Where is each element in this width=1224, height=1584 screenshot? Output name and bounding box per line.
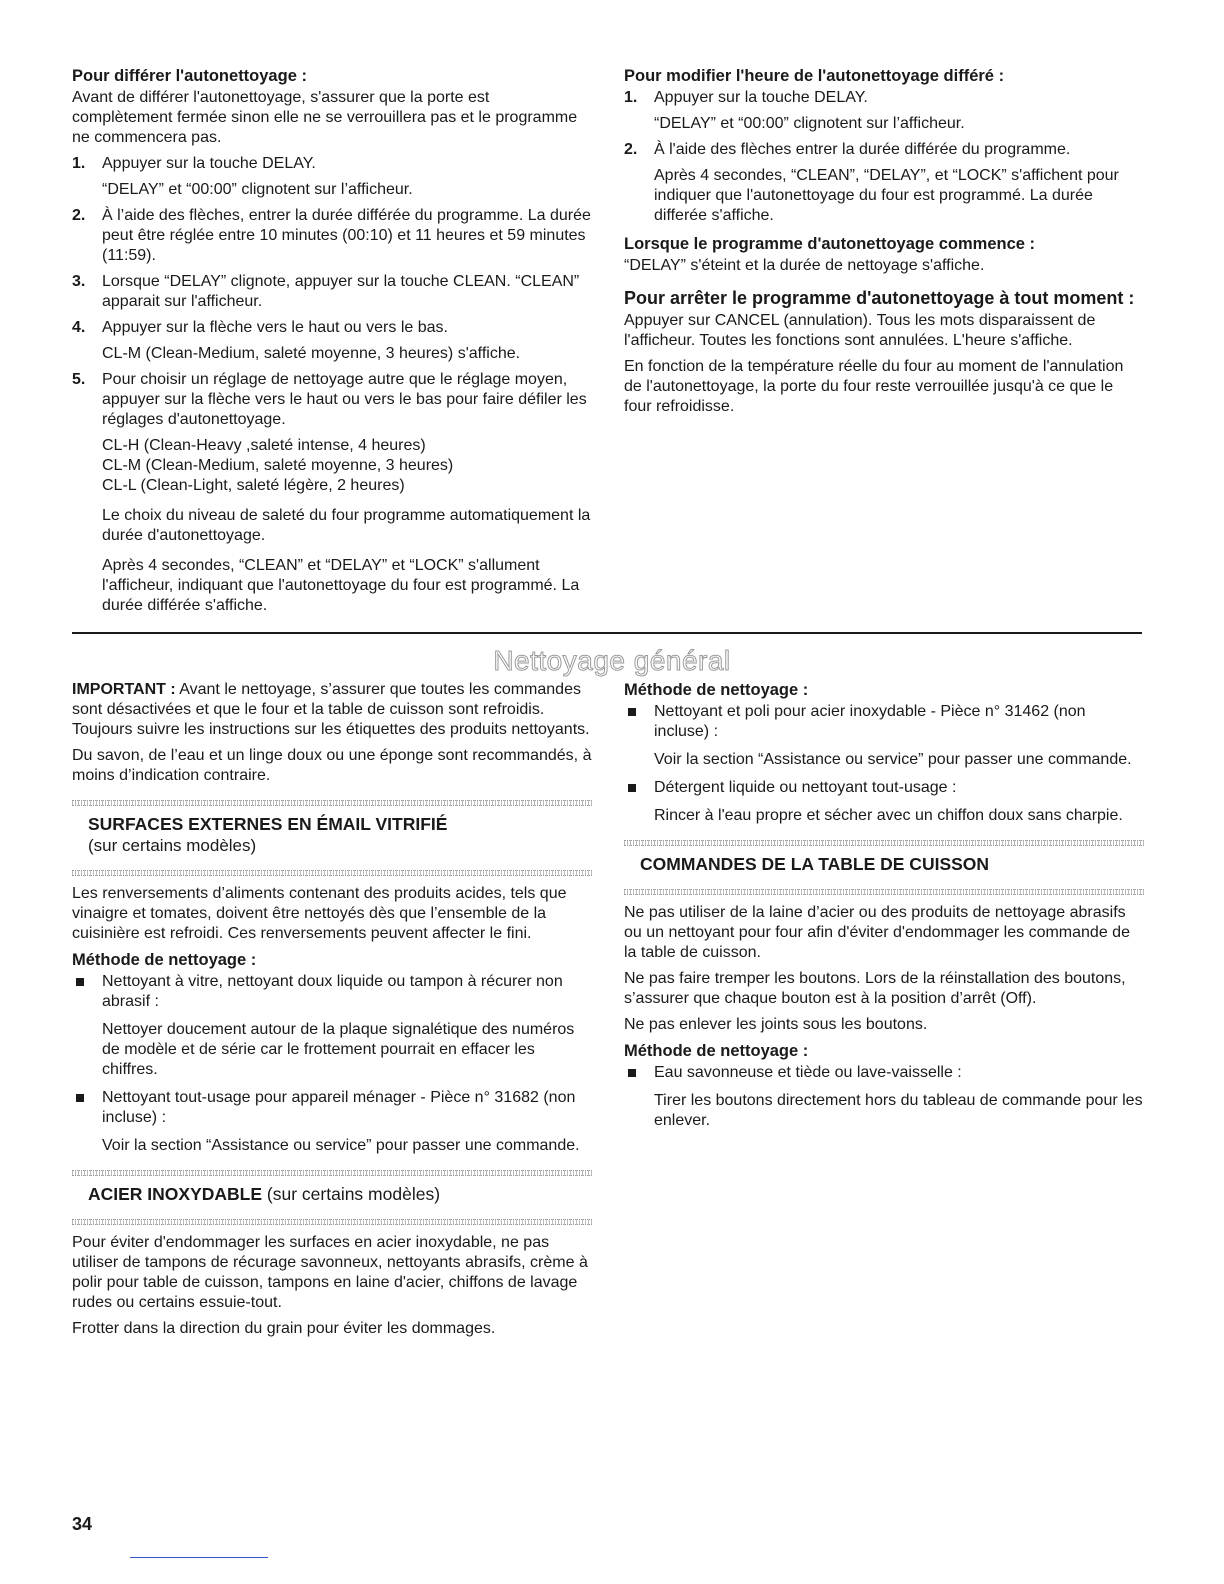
step-note: CL-M (Clean-Medium, saleté moyenne, 3 heures) bbox=[102, 457, 454, 474]
item-text: Nettoyant à vitre, nettoyant doux liquide ou tampon à récurer non abrasif : bbox=[102, 973, 563, 1010]
enamel-title: SURFACES EXTERNES EN ÉMAIL VITRIFIÉ bbox=[88, 814, 448, 834]
step-note: Après 4 secondes, “CLEAN”, “DELAY”, et “LOCK” s'affichent pour indiquer que l'autonettoyage du four est programmé. La durée differée s'affiche. bbox=[654, 167, 1119, 224]
step-text: À l’aide des flèches, entrer la durée différée du programme. La durée peut être réglée entre 10 minutes (00:10) et 11 heures et 59 minutes (11:59). bbox=[102, 207, 591, 264]
item-text: Nettoyant et poli pour acier inoxydable - Pièce n° 31462 (non incluse) : bbox=[654, 703, 1086, 740]
method-title: Méthode de nettoyage : bbox=[624, 681, 809, 699]
step-number: 2. bbox=[72, 207, 86, 224]
enamel-subtitle: (sur certains modèles) bbox=[88, 836, 257, 855]
step-note: CL-L (Clean-Light, saleté légère, 2 heures) bbox=[102, 477, 405, 494]
header-bar bbox=[72, 870, 592, 876]
bullet-icon bbox=[628, 784, 636, 792]
delay-step bbox=[72, 272, 592, 312]
step-number: 2. bbox=[624, 141, 638, 158]
controls-text: Ne pas enlever les joints sous les boutons. bbox=[624, 1016, 928, 1033]
step-text: À l'aide des flèches entrer la durée différée du programme. bbox=[654, 141, 1071, 158]
method-title: Méthode de nettoyage : bbox=[72, 951, 257, 969]
step-note: “DELAY” et “00:00” clignotent sur l’afficheur. bbox=[654, 115, 965, 132]
step-number: 5. bbox=[72, 371, 86, 388]
step-text: Pour choisir un réglage de nettoyage autre que le réglage moyen, appuyer sur la flèche vers le haut ou vers le bas pour faire défiler les réglages d'autonettoyage. bbox=[102, 371, 587, 428]
bullet-icon bbox=[76, 978, 84, 986]
item-text: Nettoyant tout-usage pour appareil ménager - Pièce n° 31682 (non incluse) : bbox=[102, 1089, 576, 1126]
controls-text: Ne pas utiliser de la laine d’acier ou des produits de nettoyage abrasifs ou un nettoyant pour four afin d'éviter d'endommager les commande de la table de cuisson. bbox=[624, 904, 1130, 961]
starts-title: Lorsque le programme d'autonettoyage commence : bbox=[624, 235, 1036, 253]
step-note: CL-M (Clean-Medium, saleté moyenne, 3 heures) s'affiche. bbox=[102, 345, 521, 362]
bullet-icon bbox=[628, 1069, 636, 1077]
controls-title: COMMANDES DE LA TABLE DE CUISSON bbox=[640, 854, 990, 874]
step-number: 1. bbox=[72, 155, 86, 172]
header-bar bbox=[624, 840, 1144, 846]
steel-subtitle: (sur certains modèles) bbox=[262, 1184, 441, 1204]
step-text: Appuyer sur la touche DELAY. bbox=[654, 89, 868, 106]
starts-text: “DELAY” s'éteint et la durée de nettoyage s'affiche. bbox=[624, 257, 985, 274]
enamel-text: Les renversements d’aliments contenant des produits acides, tels que vinaigre et tomates, doivent être nettoyés dès que l’ensemble de la cuisinière est refroidi. Ces renversements peuvent affecter le fini. bbox=[72, 885, 567, 942]
steel-title: ACIER INOXYDABLE bbox=[88, 1184, 263, 1204]
section-divider bbox=[72, 632, 1142, 634]
list-item bbox=[624, 778, 1144, 826]
header-bar bbox=[72, 1170, 592, 1176]
step-note: “DELAY” et “00:00” clignotent sur l’afficheur. bbox=[102, 181, 413, 198]
modify-section bbox=[624, 66, 1144, 423]
list-item bbox=[624, 702, 1144, 770]
item-note: Nettoyer doucement autour de la plaque signalétique des numéros de modèle et de série car le frottement pourrait en effacer les chiffres. bbox=[102, 1021, 575, 1078]
step-number: 1. bbox=[624, 89, 638, 106]
header-bar bbox=[72, 1219, 592, 1225]
bullet-icon bbox=[76, 1094, 84, 1102]
modify-step bbox=[624, 140, 1144, 226]
controls-text: Ne pas faire tremper les boutons. Lors de la réinstallation des boutons, s’assurer que chaque bouton est à la position d’arrêt (Off). bbox=[624, 970, 1126, 1007]
delay-step bbox=[72, 370, 592, 616]
step-text: Lorsque “DELAY” clignote, appuyer sur la touche CLEAN. “CLEAN” apparait sur l'afficheur. bbox=[102, 273, 580, 310]
important-text: Avant le nettoyage, s’assurer que toutes les commandes sont désactivées et que le four et la table de cuisson sont refroidis. Toujours suivre les instructions sur les étiquettes des produits nettoyants. bbox=[72, 681, 590, 738]
item-text: Eau savonneuse et tiède ou lave-vaisselle : bbox=[654, 1064, 962, 1081]
step-text: Appuyer sur la flèche vers le haut ou vers le bas. bbox=[102, 319, 448, 336]
important-note bbox=[72, 680, 592, 740]
general-right-column bbox=[624, 680, 1144, 1135]
steel-heading bbox=[72, 1184, 592, 1205]
page-number: 34 bbox=[72, 1514, 93, 1534]
delay-intro: Avant de différer l'autonettoyage, s'assurer que la porte est complètement fermée sinon elle ne se verrouillera pas et le programme ne commencera pas. bbox=[72, 89, 578, 146]
header-bar bbox=[72, 800, 592, 806]
delay-step bbox=[72, 318, 592, 364]
list-item bbox=[624, 1063, 1144, 1131]
step-note: Après 4 secondes, “CLEAN” et “DELAY” et “LOCK” s'allument l'afficheur, indiquant que l'autonettoyage du four est programmé. La durée différée s'affiche. bbox=[102, 557, 580, 614]
stop-title: Pour arrêter le programme d'autonettoyage à tout moment : bbox=[624, 288, 1135, 308]
item-note: Tirer les boutons directement hors du tableau de commande pour les enlever. bbox=[654, 1092, 1143, 1129]
method-title: Méthode de nettoyage : bbox=[624, 1042, 809, 1060]
stop-text: Appuyer sur CANCEL (annulation). Tous les mots disparaissent de l'afficheur. Toutes les fonctions sont annulées. L'heure s'affiche. bbox=[624, 312, 1096, 349]
modify-title: Pour modifier l'heure de l'autonettoyage différé : bbox=[624, 67, 1005, 85]
general-text: Du savon, de l’eau et un linge doux ou une éponge sont recommandés, à moins d’indication contraire. bbox=[72, 747, 592, 784]
important-label: IMPORTANT : bbox=[72, 681, 176, 698]
delay-step bbox=[72, 154, 592, 200]
footer-line bbox=[130, 1557, 268, 1558]
item-text: Détergent liquide ou nettoyant tout-usage : bbox=[654, 779, 957, 796]
step-text: Appuyer sur la touche DELAY. bbox=[102, 155, 316, 172]
step-number: 4. bbox=[72, 319, 86, 336]
modify-step bbox=[624, 88, 1144, 134]
general-left-column bbox=[72, 680, 592, 1345]
delay-section bbox=[72, 66, 592, 622]
list-item bbox=[72, 972, 592, 1080]
steel-text: Frotter dans la direction du grain pour éviter les dommages. bbox=[72, 1320, 496, 1337]
item-note: Voir la section “Assistance ou service” pour passer une commande. bbox=[654, 751, 1132, 768]
delay-title: Pour différer l'autonettoyage : bbox=[72, 67, 307, 85]
bullet-icon bbox=[628, 708, 636, 716]
step-number: 3. bbox=[72, 273, 86, 290]
header-bar bbox=[624, 889, 1144, 895]
step-note: Le choix du niveau de saleté du four programme automatiquement la durée d'autonettoyage. bbox=[102, 507, 591, 544]
stop-text: En fonction de la température réelle du four au moment de l'annulation de l'autonettoyage, la porte du four reste verrouillée jusqu'à ce que le four refroidisse. bbox=[624, 358, 1124, 415]
item-note: Voir la section “Assistance ou service” pour passer une commande. bbox=[102, 1137, 580, 1154]
general-cleaning-title: Nettoyage général bbox=[493, 645, 731, 676]
item-note: Rincer à l'eau propre et sécher avec un chiffon doux sans charpie. bbox=[654, 807, 1123, 824]
step-note: CL-H (Clean-Heavy ,saleté intense, 4 heures) bbox=[102, 437, 426, 454]
list-item bbox=[72, 1088, 592, 1156]
steel-text: Pour éviter d'endommager les surfaces en acier inoxydable, ne pas utiliser de tampons de récurage savonneux, nettoyants abrasifs, crème à polir pour table de cuisson, tampons en laine d'acier, chiffons de lavage rudes ou certains essuie-tout. bbox=[72, 1234, 588, 1311]
delay-step bbox=[72, 206, 592, 266]
